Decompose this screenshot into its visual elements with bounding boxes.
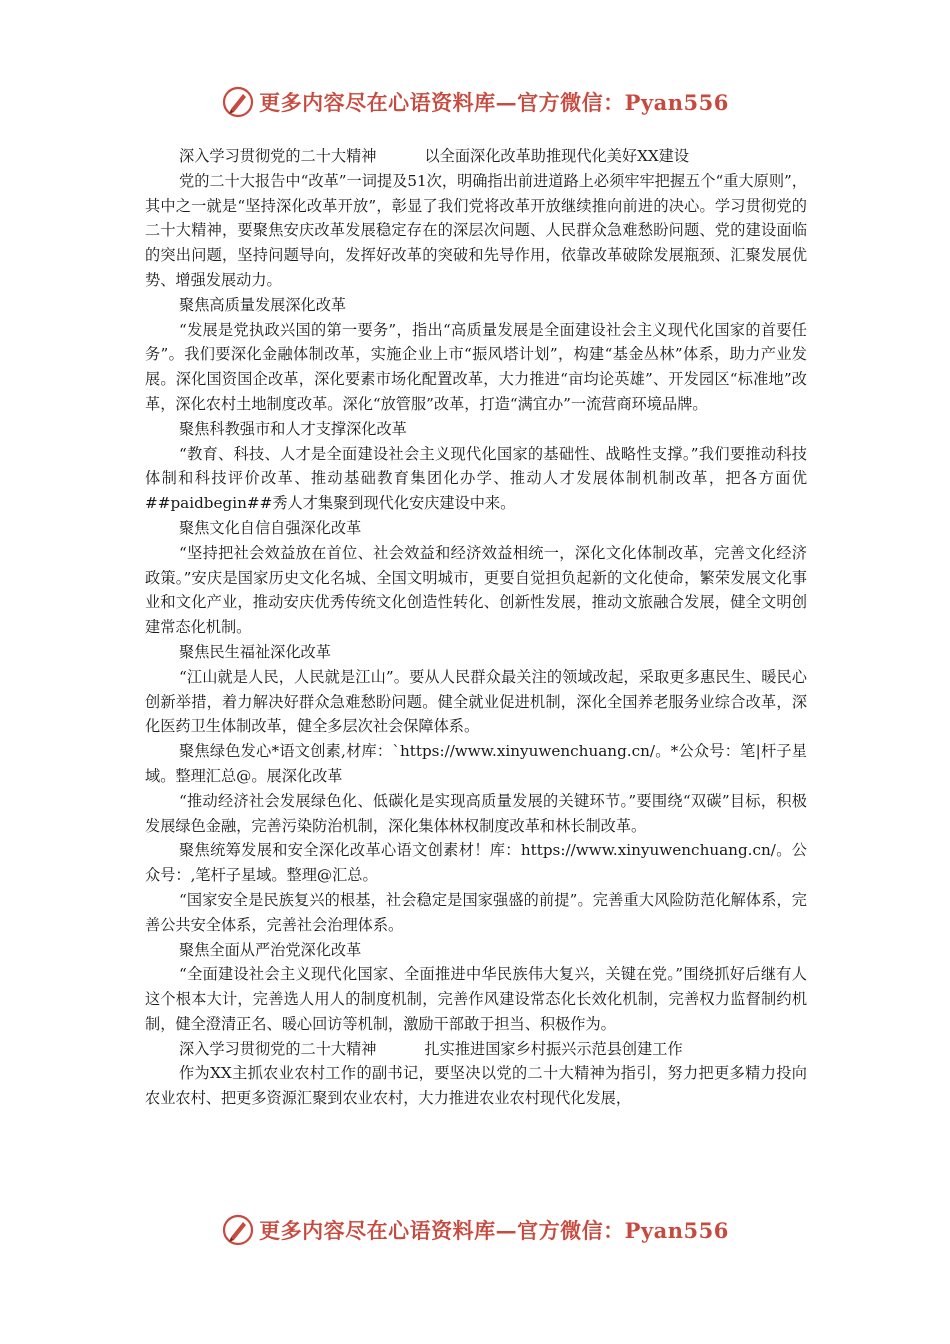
watermark-banner-top [0,80,950,124]
section-title: 深入学习贯彻党的二十大精神 扎实推进国家乡村振兴示范县创建工作 [179,1039,683,1058]
watermark-text: 更多内容尽在心语资料库—官方微信：Pyan556 [259,90,729,115]
paragraph: “教育、科技、人才是全面建设社会主义现代化国家的基础性、战略性支撑。”我们要推动科技体制和科技评价改革、推动基础教育集团化办学、推动人才发展体制机制改革，把各方面优##paidbegin##秀人才集聚到现代化安庆建设中来。 [145,444,807,513]
watermark-banner-bottom [0,1208,950,1252]
section-title: 深入学习贯彻党的二十大精神 以全面深化改革助推现代化美好XX建设 [179,147,690,165]
section-heading: 聚焦民生福祉深化改革 [179,642,331,661]
paragraph: “全面建设社会主义现代化国家、全面推进中华民族伟大复兴，关键在党。”围绕抓好后继有人这个根本大计，完善选人用人的制度机制，完善作风建设常态化长效化机制，完善权力监督制约机制，健全澄清正名、暖心回访等机制，激励干部敢于担当、积极作为。 [145,965,807,1033]
paragraph: “推动经济社会发展绿色化、低碳化是实现高质量发展的关键环节。”要围绕“双碳”目标，积极发展绿色金融，完善污染防治机制，深化集体林权制度改革和林长制改革。 [145,791,807,835]
paragraph: 聚焦绿色发心*语文创素,材库：`https://www.xinyuwenchuang.cn/。*公众号：笔|杆子星域。整理汇总@。展深化改革 [145,742,807,785]
paragraph: “发展是党执政兴国的第一要务”，指出“高质量发展是全面建设社会主义现代化国家的首要任务”。我们要深化金融体制改革，实施企业上市“振风塔计划”，构建“基金丛林”体系，助力产业发展。深化国资国企改革，深化要素市场化配置改革，大力推进“亩均论英雄”、开发园区“标准地”改革，深化农村土地制度改革。深化“放管服”改革，打造“满宜办”一流营商环境品牌。 [145,320,807,413]
paragraph: 作为XX主抓农业农村工作的副书记，要坚决以党的二十大精神为指引，努力把更多精力投向农业农村、把更多资源汇聚到农业农村，大力推进农业农村现代化发展， [145,1064,807,1108]
section-heading: 聚焦高质量发展深化改革 [179,295,347,314]
pen-logo-icon [221,1213,255,1247]
section-heading: 聚焦科教强市和人才支撑深化改革 [179,419,407,438]
paragraph: 党的二十大报告中“改革”一词提及51次，明确指出前进道路上必须牢牢把握五个“重大原则”，其中之一就是“坚持深化改革开放”，彰显了我们党将改革开放继续推向前进的决心。学习贯彻党的二十大精神，要聚焦安庆改革发展稳定存在的深层次问题、人民群众急难愁盼问题、党的建设面临的突出问题，坚持问题导向，发挥好改革的突破和先导作用，依靠改革破除发展瓶颈、汇聚发展优势、增强发展动力。 [145,171,807,289]
paragraph: 聚焦统筹发展和安全深化改革心语文创素材！库：https://www.xinyuwenchuang.cn/。公众号：,笔杆子星域。整理@汇总。 [145,841,807,885]
document-body [145,144,807,1111]
watermark-text: 更多内容尽在心语资料库—官方微信：Pyan556 [259,1218,729,1243]
pen-logo-icon [221,85,255,119]
section-heading: 聚焦文化自信自强深化改革 [179,518,362,537]
section-heading: 聚焦全面从严治党深化改革 [179,940,362,959]
paragraph: “坚持把社会效益放在首位、社会效益和经济效益相统一，深化文化体制改革，完善文化经济政策。”安庆是国家历史文化名城、全国文明城市，更要自觉担负起新的文化使命，繁荣发展文化事业和文化产业，推动安庆优秀传统文化创造性转化、创新性发展，推动文旅融合发展，健全文明创建常态化机制。 [145,543,807,637]
paragraph: “江山就是人民，人民就是江山”。要从人民群众最关注的领域改起，采取更多惠民生、暖民心创新举措，着力解决好群众急难愁盼问题。健全就业促进机制，深化全国养老服务业综合改革，深化医药卫生体制改革，健全多层次社会保障体系。 [145,667,807,736]
paragraph: “国家安全是民族复兴的根基，社会稳定是国家强盛的前提”。完善重大风险防范化解体系，完善公共安全体系，完善社会治理体系。 [145,890,807,934]
